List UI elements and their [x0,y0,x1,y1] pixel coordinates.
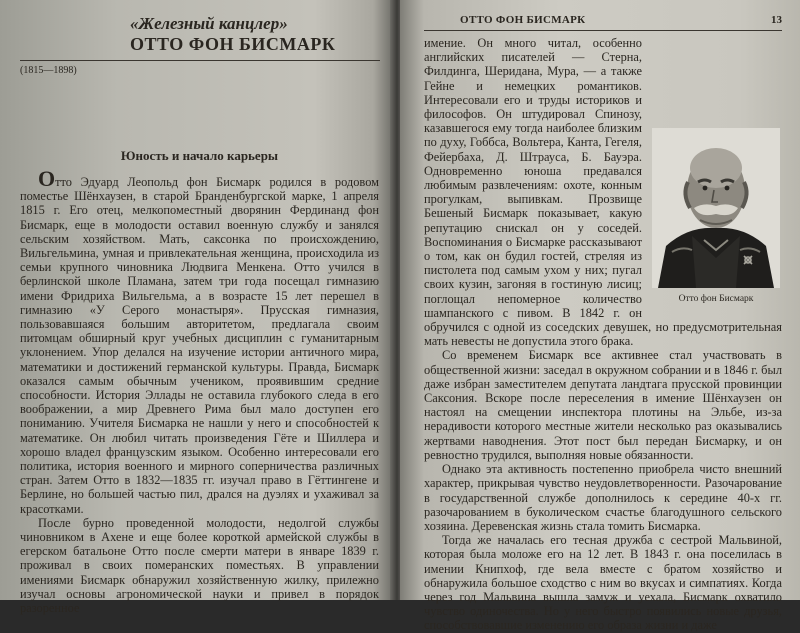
portrait-engraving [652,128,780,288]
portrait-figure [650,128,782,306]
right-paragraph-3: Однако эта активность постепенно приобрела чисто внешний характер, прикрывая чувство неудовлетворенности. Разочарование в государственной службе дополнилось к середине 40-х гг. разочарованием в буколическом счастье благодушного сельского хозяина. Деревенская жизнь стала томить Бисмарка. [424,462,782,533]
left-paragraph-1 [20,166,379,516]
running-head-rule [424,30,782,31]
portrait-caption: Отто фон Бисмарк [678,294,754,304]
chapter-title-name: ОТТО ФОН БИСМАРК [130,34,336,54]
left-page-text [20,166,379,616]
right-paragraph-4: Тогда же началась его тесная дружба с сестрой Мальвиной, которая была моложе его на 12 лет. В 1843 г. она поселилась в имении Книпхоф, где вела вместе с братом хозяйство и обнаружила большое сходство с ним во вкусах и симпатиях. Когда через год Мальвина вышла замуж и уехала, Бисмарк охватило чувство одиночества. Но у него быстро появились новые друзья, способствовавшие изменению его образа жизни и даже [424,533,782,633]
life-dates: (1815—1898) [20,65,77,76]
left-paragraph-2: После бурно проведенной молодости, недолгой службы чиновником в Ахене и еще более короткой армейской службы в егерском батальоне Отто после смерти матери в январе 1839 г. проживал в своих померанских поместьях. В управлении имениями Бисмарк обнаружил хозяйственную жилку, прилежно изучал основы агрономической науки и привел в порядок разоренное [20,515,379,616]
drop-cap: О [38,166,56,191]
right-paragraph-2: Со временем Бисмарк все активнее стал участвовать в общественной жизни: заседал в окружном собрании и в 1846 г. был даже избран заместителем депутата ландтага прусской провинции Саксония. Вскоре после переселения в имение Шёнхаузен он настоял на смещении инспектора плотины на Эльбе, из-за нерадивости которого местные жители несколько раз оказывались жертвами наводнения. Этот пост был передан Бисмарку, и он ревностно трудился, выполняя новые обязанности. [424,348,782,462]
left-paragraph-1-text: тто Эдуард Леопольд фон Бисмарк родился в родовом поместье Шёнхаузен, в старой Бранденбургской марке, 1 апреля 1815 г. Его отец, мелкопоместный дворянин Фердинанд фон Бисмарк, еще в молодости оставил военную службу и занялся сельским хозяйством. Мать, саксонка по происхождению, Вильгельмина, умная и привлекательная женщина, происходила из семьи крупного чиновника Людвига Менкена. Отто учился в берлинской школе Пламана, затем три года посещал гимназию имени Фридриха Вильгельма, а в возрасте 15 лет перешел в гимназию «У Серого монастыря». Прусская гимназия, пользовавшаяся большим авторитетом, предлагала своим питомцам обширный круг учебных дисциплин с гуманитарным уклонением. Упор делался на изучение истории античного мира, математики и достижений германской культуры. Правда, Бисмарк оказался самым обычным учеником, проявившим средние способности. История Эллады не оставила глубокого следа в его воображении, а мир Древнего Рима был мало доступен его пониманию. Учителя Бисмарка не нашли у него и способностей к математике. Он любил читать произведения Гёте и Шиллера и хорошо владел французским языком. Особенно интересовали его политика, история военного и мирного соперничества различных стран. Затем Отто в 1832—1835 гг. изучал право в Гёттингене и Берлине, но большей частью пил, дрался на дуэлях и ухаживал за красотками. [20,175,379,516]
section-heading: Юность и начало карьеры [120,148,279,163]
left-page [0,0,393,616]
chapter-title [130,14,379,54]
right-page-text [424,36,782,633]
running-head [424,0,782,30]
chapter-title-nickname: «Железный канцлер» [130,14,288,33]
page-number: 13 [771,14,782,26]
running-title: ОТТО ФОН БИСМАРК [460,14,586,26]
right-page [400,0,800,633]
bismarck-portrait [652,128,780,288]
title-rule [20,60,380,61]
right-paragraph-1: имение. Он много читал, особенно английских писателей — Стерна, Филдинга, Шеридана, Мура, — а также Гейне и немецких романтиков. Интересовали его и труды историков и философов. Он штудировал Спинозу, казавшегося ему тогда наиболее близким по духу, Гоббса, Вольтера, Канта, Гегеля, Фейербаха, Д. Штрауса, Б. Бауэра. Одновременно юноша предавался любимым развлечениям: охоте, конным прогулкам, выпивкам. Прозвище Бешеный Бисмарк показывает, какую репутацию снискал он у соседей. Воспоминания о Бисмарке рассказывают о том, как он будил гостей, стреляя из пистолета под самым ухом у них; пугал своих кузин, загоняя в гостиную лисиц; поглощал непомерное количество шампанского с пивом. В 1842 г. он обручился с одной из соседских девушек, но предусмотрительная мать невесты не допустила этого брака. [424,36,782,349]
